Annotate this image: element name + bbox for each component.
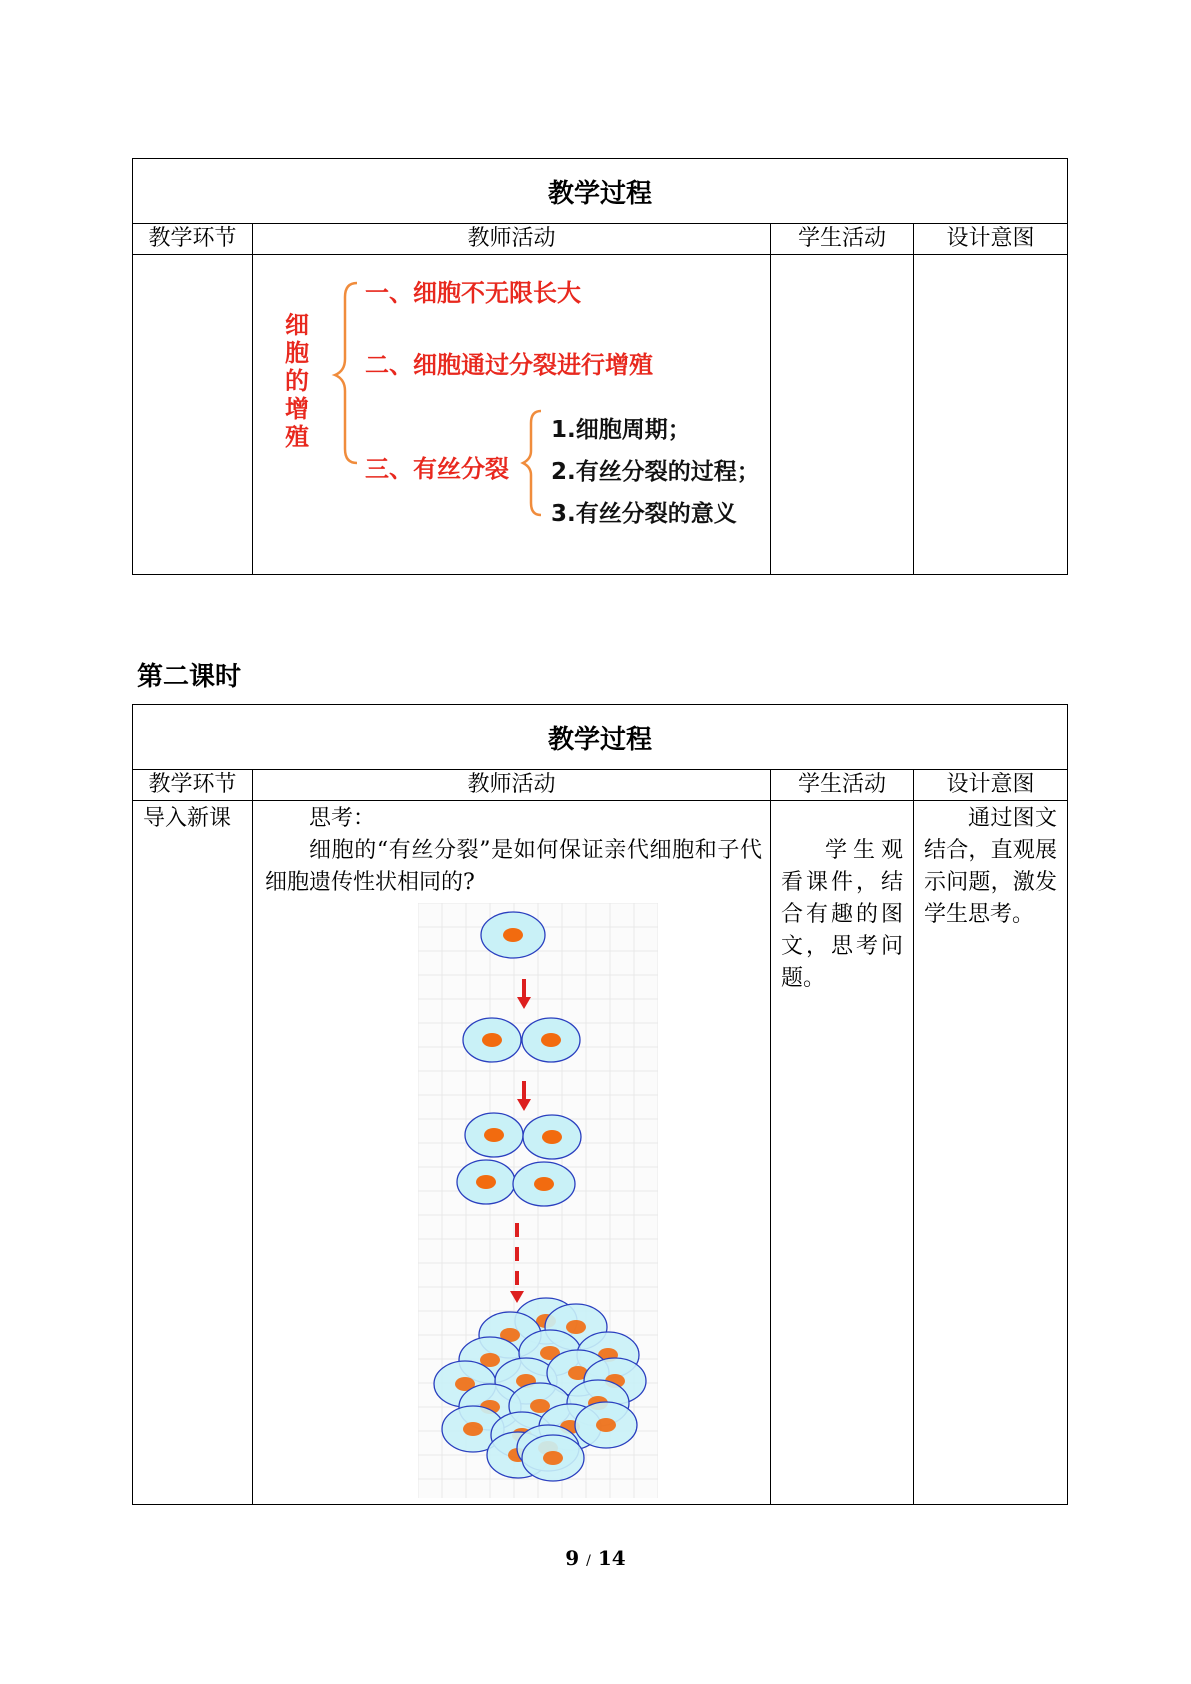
cell-nucleus (542, 1130, 562, 1144)
page-separator: / (586, 1553, 591, 1569)
teaching-process-table-2 (132, 704, 1068, 1505)
outline-item-3: 三、有丝分裂 (365, 455, 509, 483)
teacher-text: 细胞的“有丝分裂”是如何保证亲代细胞和子代细胞遗传性状相同的? (265, 838, 762, 895)
section-heading: 第二课时 (137, 662, 242, 692)
cell-nucleus (482, 1033, 502, 1047)
header-stage: 教学环节 (133, 224, 253, 255)
stage-cell-empty (133, 255, 253, 575)
outline-subitem-1: 1.细胞周期； (551, 417, 691, 443)
cell-nucleus (534, 1177, 554, 1191)
cell-nucleus (503, 928, 523, 942)
outline-item-1: 一、细胞不无限长大 (365, 279, 581, 307)
table-title: 教学过程 (133, 705, 1068, 770)
design-intent-cell-empty (914, 255, 1068, 575)
main-brace (335, 283, 357, 463)
cell-nucleus (543, 1451, 563, 1465)
page-current: 9 (565, 1546, 580, 1570)
outline-topic: 细胞的增殖 (285, 311, 309, 451)
cell-nucleus (596, 1418, 616, 1432)
student-activity-text: 学生观看课件，结合有趣的图文，思考问题。 (781, 838, 903, 991)
header-teacher-activity: 教师活动 (253, 770, 771, 801)
header-teacher-activity: 教师活动 (253, 224, 771, 255)
outline-subitem-2: 2.有丝分裂的过程； (551, 459, 760, 485)
stage-text: 导入新课 (143, 806, 232, 831)
header-student-activity: 学生活动 (771, 224, 914, 255)
cell-nucleus (476, 1175, 496, 1189)
teacher-label: 思考： (309, 806, 376, 831)
outline-item-2: 二、细胞通过分裂进行增殖 (365, 351, 653, 379)
header-student-activity: 学生活动 (771, 770, 914, 801)
table-title: 教学过程 (133, 159, 1068, 224)
outline-subitem-3: 3.有丝分裂的意义 (551, 501, 737, 527)
header-stage: 教学环节 (133, 770, 253, 801)
design-intent-text: 通过图文结合，直观展示问题，激发学生思考。 (924, 806, 1058, 927)
cell-nucleus (484, 1128, 504, 1142)
design-intent-cell (914, 801, 1068, 1505)
cell-nucleus (463, 1422, 483, 1436)
cell-division-figure (418, 903, 658, 1498)
header-design-intent: 设计意图 (914, 224, 1068, 255)
page-number (0, 1546, 1191, 1570)
cell-nucleus (566, 1320, 586, 1334)
student-activity-cell-empty (771, 255, 914, 575)
teacher-activity-cell (253, 255, 771, 575)
stage-cell (133, 801, 253, 1505)
student-activity-cell (771, 801, 914, 1505)
cell-proliferation-outline (253, 255, 771, 573)
teaching-process-table-1 (132, 158, 1068, 575)
header-design-intent: 设计意图 (914, 770, 1068, 801)
cell-nucleus (541, 1033, 561, 1047)
sub-brace (523, 411, 541, 515)
teacher-activity-cell (253, 801, 771, 1505)
page-total: 14 (597, 1546, 626, 1570)
